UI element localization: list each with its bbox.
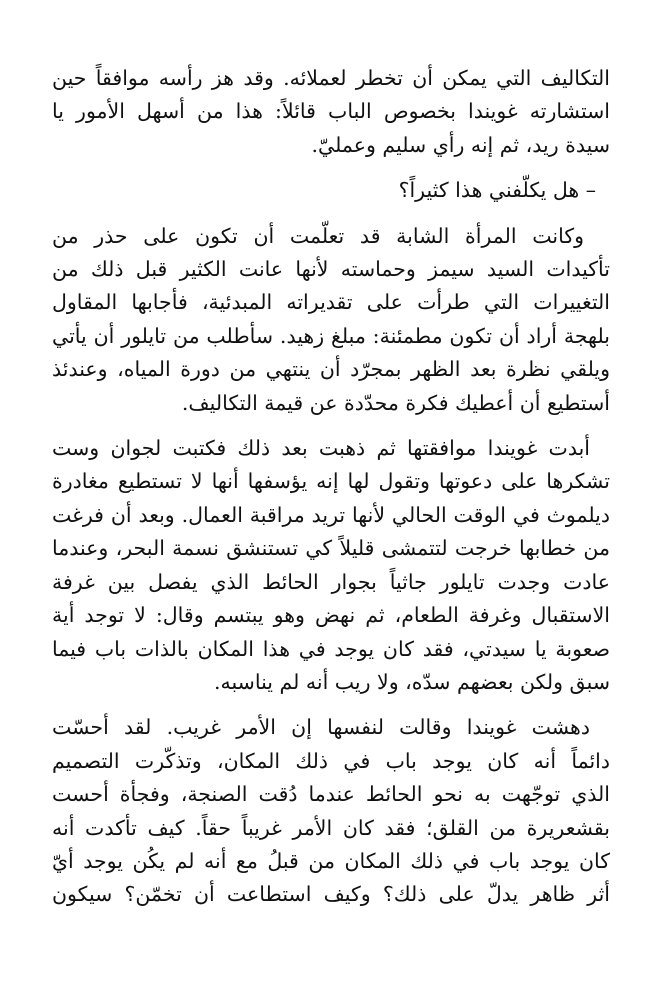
text-line: ويلقي نظرة بعد الظهر بمجرّد أن ينتهي من دورة المياه، وعندئذ [52,357,610,382]
text-line: دهشت غويندا وقالت لنفسها إن الأمر غريب. لقد أحسّت [52,715,590,740]
dialogue-line [52,174,610,207]
text-line: سيدة ريد، ثم إنه رأي سليم وعمليّ. [311,132,610,157]
text-line: أثر ظاهر يدلّ على ذلك؟ وكيف استطاعت أن تخمّن؟ سيكون [52,882,610,907]
text-line: تأكيدات السيد سيمز وحماسته لأنها عانت الكثير قبل ذلك من [52,257,610,282]
text-line: صعوبة يا سيدتي، فقد كان يوجد في هذا المكان بالذات باب فيما [52,636,610,661]
text-line: عادت وجدت تايلور جاثياً بجوار الحائط الذي يفصل بين غرفة [52,569,610,594]
text-line: التكاليف التي يمكن أن تخطر لعملائه. وقد هز رأسه موافقاً حين [52,66,610,90]
text-line: استشارته غويندا بخصوص الباب قائلاً: هذا من أسهل الأمور يا [52,99,610,124]
text-line: كان يوجد باب في ذلك المكان من قبلُ مع أنه لم يكُن يوجد أيّ [52,848,610,873]
text-line: التغييرات التي طرأت على تقديراته المبدئية، فأجابها المقاول [52,290,610,315]
paragraph [52,711,610,911]
text-line: أستطيع أن أعطيك فكرة محدّدة عن قيمة التكاليف. [181,390,610,415]
text-line: الذي توجّهت به نحو الحائط عندما دُقت الصنجة، وفجأة أحست [52,782,610,807]
text-line: بلهجة أراد أن تكون مطمئنة: مبلغ زهيد. سأطلب من تايلور أن يأتي [52,323,610,348]
paragraph [52,432,610,699]
text-line: دائماً أنه كان يوجد باب في ذلك المكان، وتذكّرت التصميم [52,748,610,773]
text-line: – هل يكلّفني هذا كثيراً؟ [398,178,596,203]
text-line: بقشعريرة من القلق؛ فقد كان الأمر غريباً حقاً. كيف تأكدت أنه [52,815,610,840]
book-page [52,62,610,912]
text-line: سبق ولكن بعضهم سدّه، ولا ريب أنه لم يناسبه. [213,669,610,694]
text-line: ديلموث في الوقت الحالي لأنها تريد مراقبة العمال. وبعد أن فرغت [52,502,610,527]
paragraph [52,220,610,420]
paragraph-continuation [52,62,610,162]
text-line: تشكرها على دعوتها وتقول لها إنه يؤسفها أنها لا تستطيع مغادرة [52,469,610,494]
text-line: وكانت المرأة الشابة قد تعلّمت أن تكون على حذر من [52,223,584,248]
text-line: الاستقبال وغرفة الطعام، ثم نهض وهو يبتسم وقال: لا توجد أية [52,603,610,628]
text-line: من خطابها خرجت لتتمشى قليلاً كي تستنشق نسمة البحر، وعندما [52,536,610,561]
text-line: أبدت غويندا موافقتها ثم ذهبت بعد ذلك فكتبت لجوان وست [52,436,590,461]
